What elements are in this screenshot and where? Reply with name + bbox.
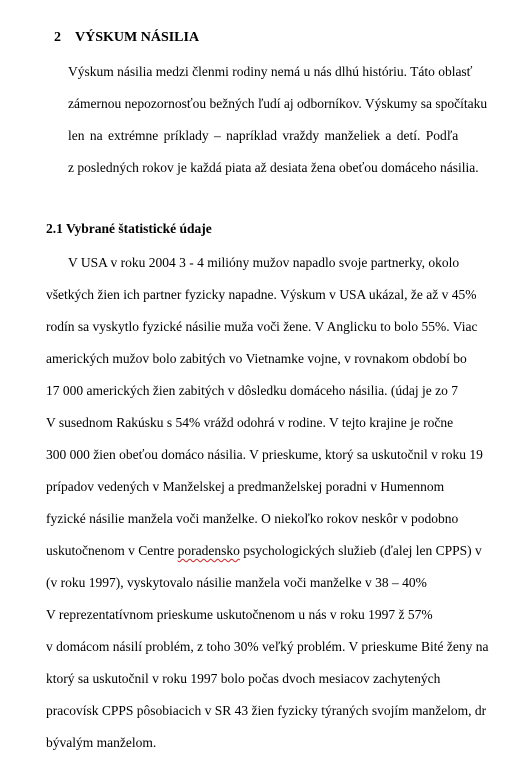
body-text: psychologických služieb (ďalej len CPPS) v [239,543,482,558]
section-heading [54,30,199,46]
body-line: pracovísk CPPS pôsobiacich v SR 43 žien fyzicky týraných svojím manželom, dr [46,703,487,718]
section-number: 2 [54,30,61,45]
body-line: V reprezentatívnom prieskume uskutočnenom u nás v roku 1997 ž 57% [46,607,433,622]
body-text: uskutočnenom v Centre [46,543,178,558]
body-line: prípadov vedených v Manželskej a predmanželskej poradni v Humennom [46,479,445,494]
section-title: VÝSKUM NÁSILIA [75,30,200,45]
body-line: 17 000 amerických žien zabitých v dôsledku domáceho násilia. (údaj je zo 7 [46,383,458,398]
body-line: všetkých žien ich partner fyzicky napadne. Výskum v USA ukázal, že až v 45% [46,287,477,302]
body-line: (v roku 1997), vyskytovalo násilie manžela voči manželke v 38 – 40% [46,575,427,590]
subsection-heading: 2.1 Vybrané štatistické údaje [46,221,212,236]
body-line: V susednom Rakúsku s 54% vrážd odohrá v rodine. V tejto krajine je ročne [46,415,454,430]
paragraph-line: z posledných rokov je každá piata až desiata žena obeťou domáceho násilia. [68,160,479,175]
paragraph-line: len na extrémne príklady – napríklad vraždy manželiek a detí. Podľa [68,128,459,143]
body-line: fyzické násilie manžela voči manželke. O niekoľko rokov neskôr v podobno [46,511,459,526]
paragraph-line: zámernou nepozornosťou bežných ľudí aj odborníkov. Výskumy sa spočítaku [68,96,488,111]
body-line-cpps [46,543,482,559]
body-line: bývalým manželom. [46,735,157,750]
body-line: amerických mužov bolo zabitých vo Vietnamke vojne, v rovnakom období bo [46,351,467,366]
paragraph-line: Výskum násilia medzi členmi rodiny nemá u nás dlhú históriu. Táto oblasť [68,64,473,79]
spellcheck-marked-word[interactable]: poradensko [177,543,240,558]
body-line: rodín sa vyskytlo fyzické násilie muža voči žene. V Anglicku to bolo 55%. Viac [46,319,478,334]
body-line: ktorý sa uskutočnil v roku 1997 bolo počas dvoch mesiacov zachytených [46,671,441,686]
body-line: V USA v roku 2004 3 - 4 milióny mužov napadlo svoje partnerky, okolo [68,255,460,270]
body-line: v domácom násilí problém, z toho 30% veľký problém. V prieskume Bité ženy na [46,639,489,654]
body-line: 300 000 žien obeťou domáco násilia. V prieskume, ktorý sa uskutočnil v roku 19 [46,447,483,462]
